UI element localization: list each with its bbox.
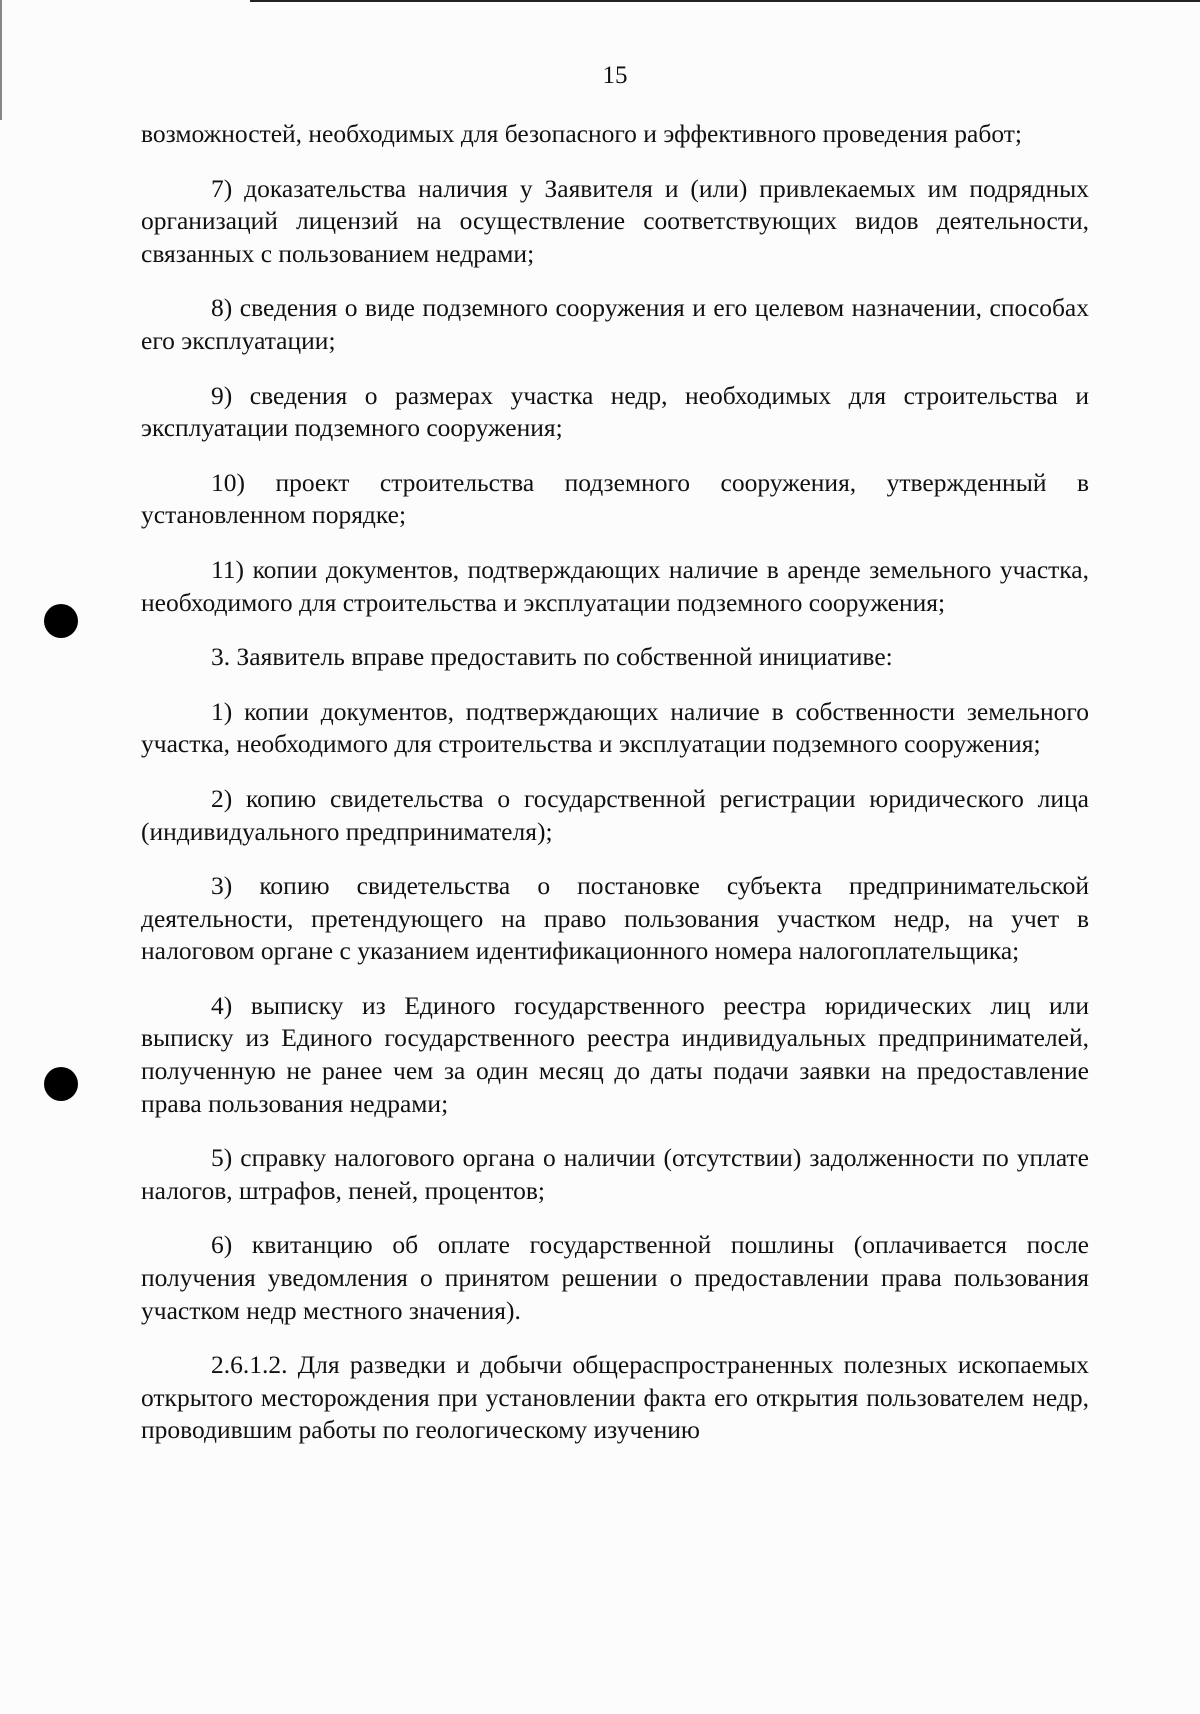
paragraph: 3. Заявитель вправе предоставить по собственной инициативе:: [211, 642, 893, 672]
paragraph: 8) сведения о виде подземного сооружения и его целевом назначении, способах его эксплуатации;: [141, 293, 1089, 355]
paragraph: возможностей, необходимых для безопасного и эффективного проведения работ;: [141, 119, 1022, 148]
paragraph: 7) доказательства наличия у Заявителя и (или) привлекаемых им подрядных организаций лицензий на осуществление соответствующих видов деятельности, связанных с пользованием недрами;: [141, 173, 1089, 268]
paragraph: 2) копию свидетельства о государственной регистрации юридического лица (индивидуального предпринимателя);: [141, 783, 1089, 846]
paragraph: 6) квитанцию об оплате государственной пошлины (оплачивается после получения уведомления о принятом решении о предоставлении права пользования участком недр местного значения).: [141, 1230, 1089, 1325]
paragraph: 10) проект строительства подземного сооружения, утвержденный в установленном порядке;: [141, 467, 1089, 530]
paragraph: 11) копии документов, подтверждающих наличие в аренде земельного участка, необходимого для строительства и эксплуатации подземного сооружения;: [141, 554, 1089, 617]
scan-left-edge: [0, 0, 2, 120]
page-number: 15: [602, 62, 628, 89]
paragraph: 5) справку налогового органа о наличии (отсутствии) задолженности по уплате налогов, штрафов, пеней, процентов;: [141, 1143, 1089, 1205]
paragraph: 2.6.1.2. Для разведки и добычи общераспространенных полезных ископаемых открытого месторождения при установлении факта его открытия пользователем недр, проводившим работы по геологическому изучению: [141, 1350, 1089, 1445]
paragraph: 1) копии документов, подтверждающих наличие в собственности земельного участка, необходимого для строительства и эксплуатации подземного сооружения;: [141, 696, 1089, 759]
document-body: [141, 118, 1089, 1469]
paragraph: 4) выписку из Единого государственного реестра юридических лиц или выписку из Единого государственного реестра индивидуальных предпринимателей, полученную не ранее чем за один месяц до даты подачи заявки на предоставление права пользования недрами;: [141, 990, 1089, 1118]
punch-hole: [44, 1067, 78, 1101]
paragraph: 3) копию свидетельства о постановке субъекта предпринимательской деятельности, претендующего на право пользования участком недр, на учет в налоговом органе с указанием идентификационного номера налогоплательщика;: [141, 871, 1089, 966]
scan-top-edge: [250, 0, 1200, 2]
punch-hole: [44, 604, 78, 638]
paragraph: 9) сведения о размерах участка недр, необходимых для строительства и эксплуатации подземного сооружения;: [141, 380, 1089, 443]
